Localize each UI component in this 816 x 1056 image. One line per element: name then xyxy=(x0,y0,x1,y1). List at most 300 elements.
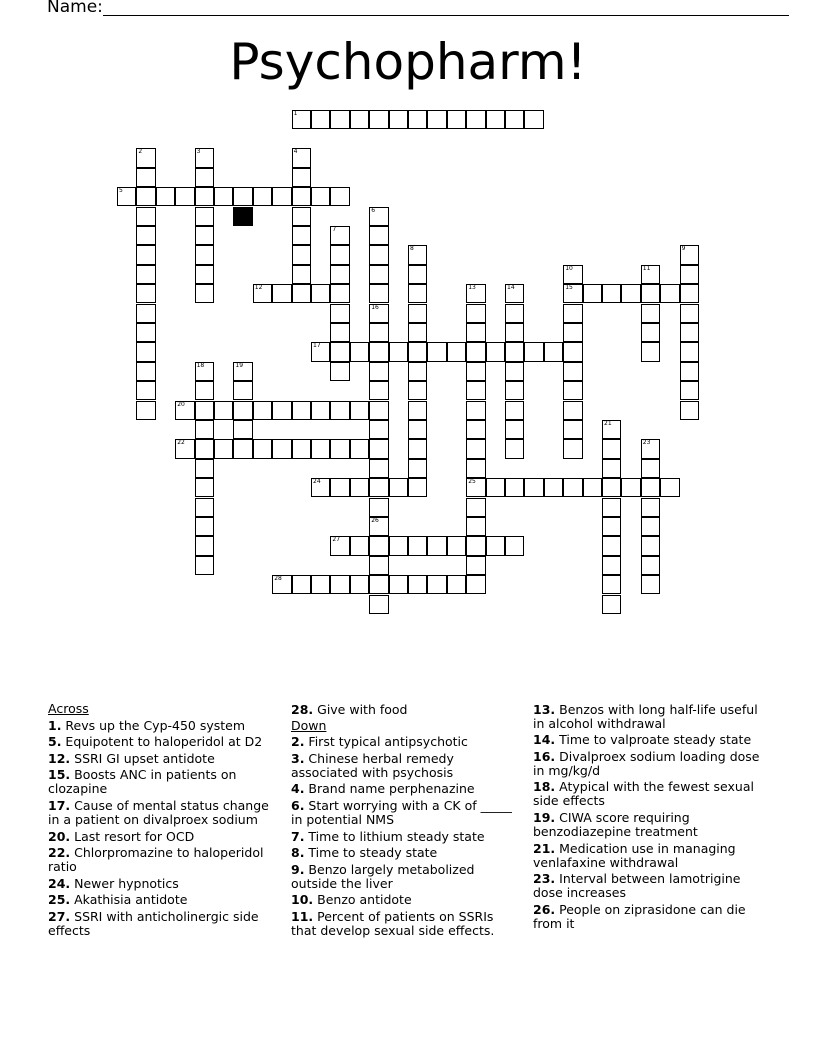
crossword-cell[interactable] xyxy=(641,478,660,497)
clue-text: Time to lithium steady state xyxy=(304,828,485,844)
crossword-cell[interactable] xyxy=(505,381,524,400)
crossword-cell[interactable] xyxy=(602,478,621,497)
crossword-cell[interactable] xyxy=(272,439,291,458)
crossword-cell[interactable] xyxy=(369,536,388,555)
crossword-cell[interactable] xyxy=(641,304,660,323)
crossword-cell[interactable] xyxy=(195,439,214,458)
crossword-cell[interactable] xyxy=(214,187,233,206)
crossword-cell[interactable] xyxy=(195,401,214,420)
crossword-cell[interactable] xyxy=(408,420,427,439)
crossword-cell[interactable] xyxy=(136,284,155,303)
crossword-cell-10[interactable] xyxy=(563,265,582,284)
crossword-cell[interactable] xyxy=(408,265,427,284)
crossword-cell[interactable] xyxy=(602,439,621,458)
crossword-cell[interactable] xyxy=(427,536,446,555)
crossword-cell[interactable] xyxy=(292,168,311,187)
crossword-cell[interactable] xyxy=(486,342,505,361)
clue-text: Atypical with the fewest sexual side effects xyxy=(533,779,754,809)
crossword-cell[interactable] xyxy=(233,439,252,458)
crossword-cell[interactable] xyxy=(408,575,427,594)
crossword-cell[interactable] xyxy=(350,575,369,594)
crossword-cell[interactable] xyxy=(563,323,582,342)
crossword-cell[interactable] xyxy=(136,381,155,400)
crossword-cell[interactable] xyxy=(621,284,640,303)
clue-number: 26 xyxy=(371,516,379,524)
clue-number: 22. xyxy=(48,845,71,861)
crossword-cell[interactable] xyxy=(136,323,155,342)
crossword-cell[interactable] xyxy=(369,420,388,439)
crossword-cell[interactable] xyxy=(466,439,485,458)
clue-text: Brand name perphenazine xyxy=(304,781,475,797)
crossword-cell[interactable] xyxy=(292,575,311,594)
clue-column-2 xyxy=(291,700,519,938)
crossword-cell[interactable] xyxy=(680,323,699,342)
crossword-cell[interactable] xyxy=(136,342,155,361)
crossword-cell[interactable] xyxy=(292,207,311,226)
down-clue xyxy=(533,811,765,839)
crossword-cell[interactable] xyxy=(524,342,543,361)
crossword-cell[interactable] xyxy=(466,575,485,594)
crossword-cell[interactable] xyxy=(369,459,388,478)
across-clue xyxy=(48,719,276,733)
crossword-cell[interactable] xyxy=(408,110,427,129)
crossword-cell[interactable] xyxy=(330,323,349,342)
crossword-cell-21[interactable] xyxy=(602,420,621,439)
crossword-cell[interactable] xyxy=(660,284,679,303)
across-clue xyxy=(48,799,276,827)
crossword-cell[interactable] xyxy=(369,439,388,458)
crossword-cell-22[interactable] xyxy=(175,439,194,458)
crossword-cell-6[interactable] xyxy=(369,207,388,226)
crossword-cell[interactable] xyxy=(563,420,582,439)
crossword-cell[interactable] xyxy=(486,110,505,129)
crossword-cell[interactable] xyxy=(369,478,388,497)
clue-number: 15 xyxy=(565,284,573,292)
crossword-cell[interactable] xyxy=(524,110,543,129)
crossword-cell[interactable] xyxy=(369,245,388,264)
crossword-cell[interactable] xyxy=(233,401,252,420)
crossword-cell-28[interactable] xyxy=(272,575,291,594)
crossword-cell[interactable] xyxy=(563,362,582,381)
across-clue xyxy=(48,846,276,874)
crossword-cell-24[interactable] xyxy=(311,478,330,497)
crossword-cell-19[interactable] xyxy=(233,362,252,381)
crossword-cell-16[interactable] xyxy=(369,304,388,323)
crossword-cell[interactable] xyxy=(330,478,349,497)
crossword-cell[interactable] xyxy=(330,439,349,458)
crossword-cell[interactable] xyxy=(195,420,214,439)
crossword-cell[interactable] xyxy=(408,536,427,555)
crossword-cell[interactable] xyxy=(214,401,233,420)
clue-column-1 xyxy=(48,700,276,938)
clue-text: Cause of mental status change in a patient on divalproex sodium xyxy=(48,797,269,827)
crossword-cell-7[interactable] xyxy=(330,226,349,245)
crossword-cell[interactable] xyxy=(136,401,155,420)
crossword-cell[interactable] xyxy=(195,536,214,555)
crossword-cell-25[interactable] xyxy=(466,478,485,497)
crossword-cell[interactable] xyxy=(505,342,524,361)
crossword-cell[interactable] xyxy=(292,439,311,458)
crossword-cell[interactable] xyxy=(427,575,446,594)
crossword-cell[interactable] xyxy=(369,265,388,284)
clue-number: 9 xyxy=(681,245,686,253)
crossword-cell[interactable] xyxy=(680,284,699,303)
crossword-cell[interactable] xyxy=(389,342,408,361)
crossword-cell[interactable] xyxy=(272,187,291,206)
crossword-cell[interactable] xyxy=(641,556,660,575)
clue-number: 24. xyxy=(48,875,71,891)
crossword-cell[interactable] xyxy=(292,245,311,264)
crossword-cell[interactable] xyxy=(408,381,427,400)
crossword-cell[interactable] xyxy=(641,575,660,594)
crossword-cell-15[interactable] xyxy=(563,284,582,303)
crossword-cell-3[interactable] xyxy=(195,148,214,167)
crossword-cell[interactable] xyxy=(311,439,330,458)
crossword-cell[interactable] xyxy=(466,536,485,555)
crossword-cell[interactable] xyxy=(408,401,427,420)
crossword-cell[interactable] xyxy=(389,110,408,129)
down-clue xyxy=(291,893,519,907)
crossword-cell[interactable] xyxy=(136,362,155,381)
crossword-cell[interactable] xyxy=(195,284,214,303)
crossword-cell[interactable] xyxy=(369,381,388,400)
crossword-cell[interactable] xyxy=(544,342,563,361)
crossword-cell[interactable] xyxy=(466,110,485,129)
clue-number: 7. xyxy=(291,828,305,844)
clue-number: 19 xyxy=(235,361,244,369)
clue-text: Chlorpromazine to haloperidol ratio xyxy=(48,845,264,875)
crossword-cell[interactable] xyxy=(641,536,660,555)
crossword-cell[interactable] xyxy=(272,284,291,303)
crossword-cell[interactable] xyxy=(136,245,155,264)
crossword-cell-23[interactable] xyxy=(641,439,660,458)
crossword-cell[interactable] xyxy=(214,439,233,458)
clue-number: 12. xyxy=(48,750,71,766)
crossword-cell[interactable] xyxy=(466,556,485,575)
crossword-cell[interactable] xyxy=(195,556,214,575)
crossword-cell[interactable] xyxy=(330,342,349,361)
crossword-cell[interactable] xyxy=(369,342,388,361)
crossword-cell[interactable] xyxy=(330,575,349,594)
crossword-cell[interactable] xyxy=(505,401,524,420)
crossword-cell[interactable] xyxy=(505,362,524,381)
crossword-cell[interactable] xyxy=(195,265,214,284)
clue-number: 17 xyxy=(313,342,321,350)
crossword-cell-14[interactable] xyxy=(505,284,524,303)
crossword-cell[interactable] xyxy=(369,323,388,342)
crossword-cell[interactable] xyxy=(447,342,466,361)
crossword-cell[interactable] xyxy=(486,478,505,497)
clue-text: Give with food xyxy=(313,701,408,717)
crossword-cell[interactable] xyxy=(408,459,427,478)
crossword-cell[interactable] xyxy=(311,110,330,129)
down-clue xyxy=(291,863,519,891)
clue-number: 21 xyxy=(604,419,612,427)
crossword-cell-5[interactable] xyxy=(117,187,136,206)
crossword-cell[interactable] xyxy=(369,575,388,594)
crossword-cell[interactable] xyxy=(621,478,640,497)
across-clue xyxy=(48,735,276,749)
crossword-cell[interactable] xyxy=(233,381,252,400)
crossword-cell[interactable] xyxy=(563,381,582,400)
crossword-cell[interactable] xyxy=(253,187,272,206)
clue-number: 5 xyxy=(119,187,123,195)
crossword-cell[interactable] xyxy=(680,381,699,400)
crossword-cell[interactable] xyxy=(602,459,621,478)
across-clue xyxy=(48,830,276,844)
crossword-cell[interactable] xyxy=(505,439,524,458)
crossword-cell[interactable] xyxy=(602,595,621,614)
crossword-cell[interactable] xyxy=(330,401,349,420)
crossword-cell[interactable] xyxy=(311,284,330,303)
clue-text: Benzo largely metabolized outside the liver xyxy=(291,861,475,891)
crossword-cell[interactable] xyxy=(486,536,505,555)
crossword-cell[interactable] xyxy=(427,342,446,361)
crossword-cell[interactable] xyxy=(680,362,699,381)
clue-text: First typical antipsychotic xyxy=(304,734,468,750)
clue-number: 22 xyxy=(177,439,185,447)
crossword-cell[interactable] xyxy=(641,498,660,517)
crossword-cell[interactable] xyxy=(427,110,446,129)
crossword-cell[interactable] xyxy=(602,536,621,555)
crossword-cell[interactable] xyxy=(466,323,485,342)
down-clue xyxy=(291,782,519,796)
crossword-cell[interactable] xyxy=(680,265,699,284)
crossword-cell[interactable] xyxy=(505,478,524,497)
crossword-cell[interactable] xyxy=(369,362,388,381)
crossword-cell-17[interactable] xyxy=(311,342,330,361)
crossword-cell[interactable] xyxy=(408,304,427,323)
clue-text: SSRI GI upset antidote xyxy=(70,750,215,766)
clue-number: 20. xyxy=(48,828,71,844)
crossword-cell[interactable] xyxy=(408,362,427,381)
crossword-cell[interactable] xyxy=(641,517,660,536)
crossword-cell[interactable] xyxy=(195,245,214,264)
crossword-cell[interactable] xyxy=(563,304,582,323)
crossword-cell[interactable] xyxy=(369,110,388,129)
across-clue xyxy=(48,893,276,907)
crossword-cell[interactable] xyxy=(583,478,602,497)
crossword-cell[interactable] xyxy=(369,284,388,303)
crossword-cell[interactable] xyxy=(466,420,485,439)
crossword-cell[interactable] xyxy=(544,478,563,497)
clue-text: Last resort for OCD xyxy=(70,828,195,844)
crossword-cell[interactable] xyxy=(680,401,699,420)
crossword-cell[interactable] xyxy=(195,226,214,245)
crossword-cell[interactable] xyxy=(292,187,311,206)
crossword-cell[interactable] xyxy=(563,439,582,458)
crossword-cell[interactable] xyxy=(408,284,427,303)
crossword-cell[interactable] xyxy=(466,304,485,323)
crossword-cell[interactable] xyxy=(330,110,349,129)
clue-number: 28. xyxy=(291,701,314,717)
crossword-cell[interactable] xyxy=(505,304,524,323)
clue-number: 23. xyxy=(533,871,556,887)
crossword-cell[interactable] xyxy=(408,478,427,497)
crossword-cell[interactable] xyxy=(641,342,660,361)
crossword-cell[interactable] xyxy=(136,226,155,245)
crossword-cell[interactable] xyxy=(641,284,660,303)
crossword-cell[interactable] xyxy=(524,478,543,497)
crossword-cell[interactable] xyxy=(330,245,349,264)
crossword-cell[interactable] xyxy=(311,575,330,594)
crossword-cell[interactable] xyxy=(330,304,349,323)
clue-number: 11. xyxy=(291,908,314,924)
crossword-cell[interactable] xyxy=(505,110,524,129)
crossword-cell[interactable] xyxy=(563,478,582,497)
crossword-cell[interactable] xyxy=(292,401,311,420)
down-heading: Down xyxy=(291,717,327,733)
clue-column-3 xyxy=(533,700,765,931)
clue-number: 6 xyxy=(371,206,376,214)
crossword-cell[interactable] xyxy=(641,459,660,478)
crossword-cell[interactable] xyxy=(350,478,369,497)
crossword-cell[interactable] xyxy=(350,401,369,420)
down-clue xyxy=(291,752,519,780)
crossword-cell[interactable] xyxy=(156,187,175,206)
crossword-cell[interactable] xyxy=(447,575,466,594)
crossword-cell[interactable] xyxy=(136,207,155,226)
crossword-cell[interactable] xyxy=(408,342,427,361)
crossword-cell[interactable] xyxy=(253,439,272,458)
crossword-cell[interactable] xyxy=(447,536,466,555)
crossword-cell[interactable] xyxy=(233,187,252,206)
clue-text: CIWA score requiring benzodiazepine treatment xyxy=(533,809,698,839)
crossword-cell[interactable] xyxy=(136,168,155,187)
crossword-cell[interactable] xyxy=(292,265,311,284)
clue-number: 19. xyxy=(533,809,556,825)
crossword-cell-9[interactable] xyxy=(680,245,699,264)
crossword-cell[interactable] xyxy=(583,284,602,303)
crossword-cell[interactable] xyxy=(563,342,582,361)
crossword-cell[interactable] xyxy=(505,536,524,555)
crossword-cell[interactable] xyxy=(505,420,524,439)
across-clue xyxy=(48,910,276,938)
crossword-cell[interactable] xyxy=(602,556,621,575)
down-clue xyxy=(291,735,519,749)
crossword-cell[interactable] xyxy=(195,517,214,536)
crossword-cell-1[interactable] xyxy=(292,110,311,129)
crossword-cell[interactable] xyxy=(369,226,388,245)
crossword-cell[interactable] xyxy=(330,265,349,284)
crossword-cell[interactable] xyxy=(195,207,214,226)
crossword-cell[interactable] xyxy=(466,517,485,536)
crossword-cell-12[interactable] xyxy=(253,284,272,303)
crossword-cell-2[interactable] xyxy=(136,148,155,167)
crossword-cell[interactable] xyxy=(350,439,369,458)
crossword-cell[interactable] xyxy=(311,187,330,206)
crossword-cell-8[interactable] xyxy=(408,245,427,264)
crossword-cell[interactable] xyxy=(389,575,408,594)
crossword-cell[interactable] xyxy=(195,381,214,400)
clue-number: 4 xyxy=(293,148,298,156)
clue-number: 1. xyxy=(48,717,62,733)
crossword-cell[interactable] xyxy=(292,226,311,245)
clue-number: 23 xyxy=(642,439,651,447)
clue-text: Boosts ANC in patients on clozapine xyxy=(48,767,237,797)
clue-text: Benzo antidote xyxy=(313,892,412,908)
clue-number: 2 xyxy=(138,148,143,156)
crossword-cell[interactable] xyxy=(369,595,388,614)
crossword-cell[interactable] xyxy=(680,342,699,361)
crossword-cell[interactable] xyxy=(195,187,214,206)
crossword-cell-18[interactable] xyxy=(195,362,214,381)
crossword-cell[interactable] xyxy=(136,304,155,323)
crossword-cell[interactable] xyxy=(272,401,291,420)
crossword-cell[interactable] xyxy=(195,498,214,517)
clue-number: 17. xyxy=(48,797,71,813)
crossword-cell[interactable] xyxy=(330,187,349,206)
crossword-cell[interactable] xyxy=(311,401,330,420)
clue-number: 16. xyxy=(533,748,556,764)
crossword-cell[interactable] xyxy=(602,284,621,303)
clue-number: 18. xyxy=(533,779,556,795)
crossword-cell[interactable] xyxy=(175,187,194,206)
crossword-cell[interactable] xyxy=(233,420,252,439)
crossword-cell[interactable] xyxy=(505,323,524,342)
clue-number: 14. xyxy=(533,732,556,748)
crossword-cell[interactable] xyxy=(195,459,214,478)
crossword-cell[interactable] xyxy=(602,517,621,536)
crossword-cell[interactable] xyxy=(447,110,466,129)
crossword-cell[interactable] xyxy=(466,459,485,478)
crossword-cell-26[interactable] xyxy=(369,517,388,536)
crossword-cell[interactable] xyxy=(369,556,388,575)
crossword-cell[interactable] xyxy=(602,498,621,517)
crossword-cell[interactable] xyxy=(641,323,660,342)
crossword-cell[interactable] xyxy=(408,323,427,342)
crossword-cell[interactable] xyxy=(350,536,369,555)
across-clue xyxy=(48,768,276,796)
crossword-cell[interactable] xyxy=(466,401,485,420)
across-clue xyxy=(291,703,519,717)
down-clue xyxy=(533,872,765,900)
down-clue xyxy=(291,830,519,844)
crossword-cell[interactable] xyxy=(330,284,349,303)
crossword-cell[interactable] xyxy=(350,342,369,361)
crossword-cell[interactable] xyxy=(563,401,582,420)
crossword-cell[interactable] xyxy=(466,498,485,517)
crossword-cell[interactable] xyxy=(350,110,369,129)
crossword-cell-27[interactable] xyxy=(330,536,349,555)
crossword-cell[interactable] xyxy=(292,284,311,303)
crossword-cell-11[interactable] xyxy=(641,265,660,284)
crossword-cell[interactable] xyxy=(389,536,408,555)
crossword-cell[interactable] xyxy=(408,439,427,458)
crossword-cell[interactable] xyxy=(680,304,699,323)
clue-number: 5. xyxy=(48,734,62,750)
crossword-cell-4[interactable] xyxy=(292,148,311,167)
crossword-cell[interactable] xyxy=(330,362,349,381)
crossword-cell[interactable] xyxy=(253,401,272,420)
crossword-cell[interactable] xyxy=(466,342,485,361)
crossword-cell[interactable] xyxy=(369,498,388,517)
crossword-cell-20[interactable] xyxy=(175,401,194,420)
crossword-cell-13[interactable] xyxy=(466,284,485,303)
crossword-cell[interactable] xyxy=(195,168,214,187)
crossword-cell[interactable] xyxy=(389,478,408,497)
crossword-cell[interactable] xyxy=(136,265,155,284)
crossword-cell[interactable] xyxy=(602,575,621,594)
crossword-cell[interactable] xyxy=(660,478,679,497)
clue-number: 18 xyxy=(196,361,205,369)
crossword-cell[interactable] xyxy=(466,362,485,381)
clue-number: 6. xyxy=(291,797,305,813)
crossword-cell[interactable] xyxy=(466,381,485,400)
crossword-cell[interactable] xyxy=(136,187,155,206)
crossword-cell[interactable] xyxy=(369,401,388,420)
crossword-cell[interactable] xyxy=(195,478,214,497)
